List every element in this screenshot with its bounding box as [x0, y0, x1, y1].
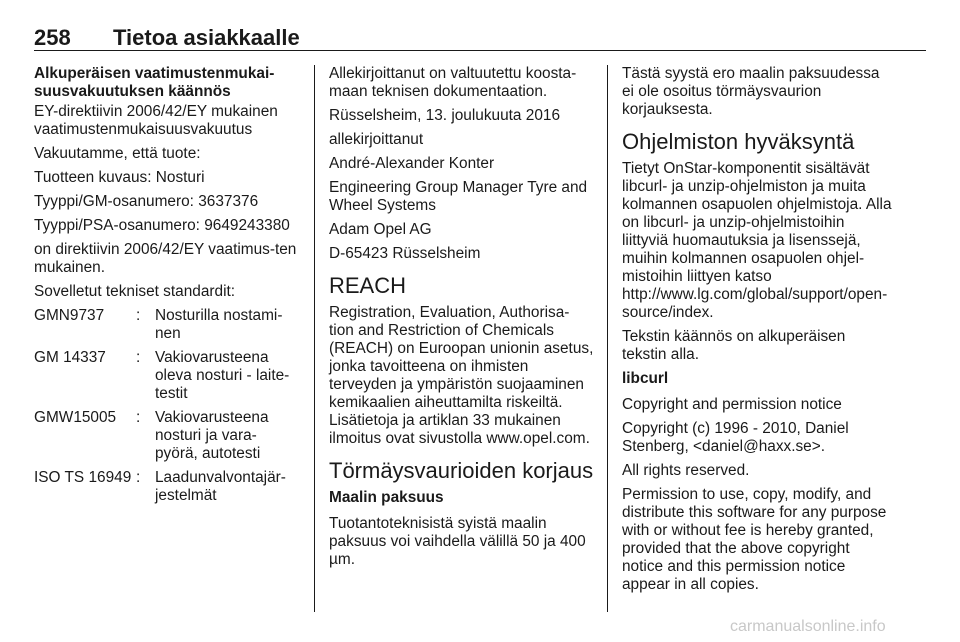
paragraph: Copyright and permission notice — [622, 396, 842, 413]
paragraph: allekirjoittanut — [329, 131, 424, 148]
translation-note: Tekstin käännös on alkuperäisen tekstin alla. — [622, 328, 846, 363]
standard-code: GMN9737 — [34, 307, 105, 324]
standard-separator: : — [136, 409, 141, 426]
paint-continuation-paragraph: Tästä syystä ero maalin paksuudessa ei ole osoitus törmäysvaurion korjauksesta. — [622, 65, 880, 118]
paragraph: Sovelletut tekniset standardit: — [34, 283, 236, 300]
standard-separator: : — [136, 469, 141, 486]
paragraph: André-Alexander Konter — [329, 155, 495, 172]
standard-description: Laadunvalvontajär-jestelmät — [155, 469, 286, 504]
column-3 — [622, 65, 892, 600]
column-1 — [34, 65, 299, 511]
paragraph: Tyyppi/GM-osanumero: 3637376 — [34, 193, 259, 210]
column-2 — [329, 65, 594, 575]
paragraph: Allekirjoittanut on valtuutettu koosta-maan teknisen dokumentaation. — [329, 65, 577, 100]
declaration-heading: Alkuperäisen vaatimustenmukai-suusvakuutuksen käännös — [34, 65, 275, 100]
paragraph: on direktiivin 2006/42/EY vaatimus-ten mukainen. — [34, 241, 297, 276]
standard-row — [34, 409, 299, 463]
page-header — [34, 25, 926, 51]
standard-description: Vakiovarusteena nosturi ja vara-pyörä, autotesti — [155, 409, 269, 462]
paragraph: EY-direktiivin 2006/42/EY mukainen vaatimustenmukaisuusvakuutus — [34, 103, 278, 138]
standard-separator: : — [136, 349, 141, 366]
standard-code: GM 14337 — [34, 349, 106, 366]
standard-separator: : — [136, 307, 141, 324]
watermark: carmanualsonline.info — [730, 618, 886, 635]
libcurl-heading: libcurl — [622, 370, 669, 387]
reach-heading: REACH — [329, 273, 407, 298]
paragraph: Copyright (c) 1996 - 2010, Daniel Stenberg, <daniel@haxx.se>. — [622, 420, 849, 455]
page-number: 258 — [34, 25, 71, 50]
column-divider-2 — [607, 65, 608, 612]
collision-repair-heading: Törmäysvaurioiden korjaus — [329, 458, 594, 483]
paragraph: Adam Opel AG — [329, 221, 432, 238]
paragraph: Permission to use, copy, modify, and distribute this software for any purpose with or without fee is hereby granted, provided that the above copyright notice and this permission notice appear in all copies. — [622, 486, 887, 593]
paint-thickness-heading: Maalin paksuus — [329, 489, 444, 506]
header-rule — [34, 50, 926, 51]
reach-paragraph: Registration, Evaluation, Authorisa-tion and Restriction of Chemicals (REACH) on Euroopan unionin asetus, jonka tavoitteena on ihmisten terveyden ja ympäristön suojaaminen kemikaalien aiheuttamilta riskeiltä. Lisätietoja ja artiklan 33 mukainen ilmoitus ovat sivustolla www.opel.com. — [329, 304, 594, 447]
standard-row — [34, 469, 299, 505]
paragraph: Tuotteen kuvaus: Nosturi — [34, 169, 205, 186]
standard-description: Vakiovarusteena oleva nosturi - laite-testit — [155, 349, 290, 402]
standard-code: GMW15005 — [34, 409, 117, 426]
column-divider-1 — [314, 65, 315, 612]
paragraph: D-65423 Rüsselsheim — [329, 245, 481, 262]
software-approval-heading: Ohjelmiston hyväksyntä — [622, 129, 855, 154]
paragraph: All rights reserved. — [622, 462, 750, 479]
standard-code: ISO TS 16949 — [34, 469, 132, 486]
standard-row — [34, 349, 299, 403]
standard-row — [34, 307, 299, 343]
paint-thickness-paragraph: Tuotantoteknisistä syistä maalin paksuus voi vaihdella välillä 50 ja 400 µm. — [329, 515, 586, 568]
software-paragraph: Tietyt OnStar-komponentit sisältävät libcurl- ja unzip-ohjelmiston ja muita kolmannen osapuolen ohjelmistoja. Alla on libcurl- ja unzip-ohjelmistoihin liittyviä huomautuksia ja lisenssejä, muihin kolmannen osapuolen ohjel-mistoihin liittyen katso http://www.lg.com/global/support/open-source/index. — [622, 160, 892, 321]
paragraph: Tyyppi/PSA-osanumero: 9649243380 — [34, 217, 290, 234]
paragraph: Vakuutamme, että tuote: — [34, 145, 201, 162]
standard-description: Nosturilla nostami-nen — [155, 307, 283, 342]
running-title: Tietoa asiakkaalle — [113, 25, 300, 50]
paragraph: Rüsselsheim, 13. joulukuuta 2016 — [329, 107, 561, 124]
paragraph: Engineering Group Manager Tyre and Wheel Systems — [329, 179, 588, 214]
